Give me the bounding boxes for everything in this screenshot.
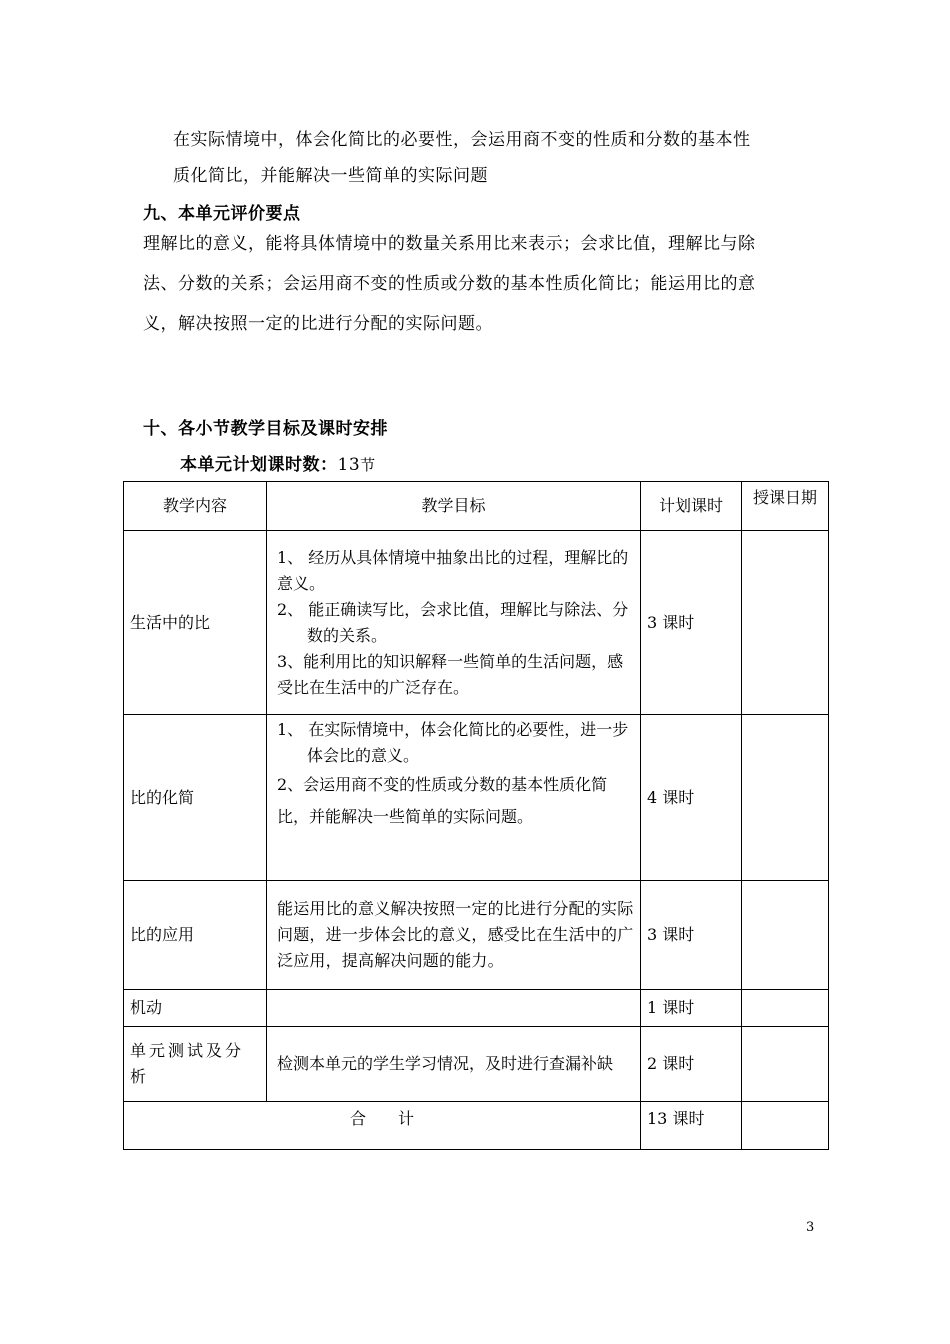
header-goals: 教学目标 [267, 482, 641, 531]
section-9-heading: 九、本单元评价要点 [143, 204, 301, 224]
row-content: 机动 [124, 990, 267, 1027]
goal-item: 1、 经历从具体情境中抽象出比的过程，理解比的 [277, 547, 629, 567]
row-content: 单元测试及分析 [124, 1027, 267, 1102]
row-goals: 能运用比的意义解决按照一定的比进行分配的实际问题，进一步体会比的意义，感受比在生活中的广泛应用，提高解决问题的能力。 [267, 881, 641, 990]
row-date [742, 990, 829, 1027]
row-date [742, 715, 829, 881]
plan-hours-line [180, 450, 376, 475]
section-9-line-1: 理解比的意义，能将具体情境中的数量关系用比来表示；会求比值，理解比与除 [143, 234, 756, 254]
row-goals [267, 990, 641, 1027]
table-total-row [124, 1102, 829, 1150]
total-hours: 13 课时 [641, 1102, 742, 1150]
intro-line-1: 在实际情境中，体会化简比的必要性，会运用商不变的性质和分数的基本性 [173, 130, 751, 150]
table-row [124, 715, 829, 881]
lesson-plan-table [123, 481, 829, 1150]
row-goals [267, 531, 641, 715]
plan-hours-value: 13 [337, 455, 361, 475]
row-content: 生活中的比 [124, 531, 267, 715]
table-row [124, 1027, 829, 1102]
goal-item: 2、会运用商不变的性质或分数的基本性质化简比，并能解决一些简单的实际问题。 [277, 775, 608, 826]
table-row [124, 881, 829, 990]
table-header-row [124, 482, 829, 531]
section-9-line-3: 义，解决按照一定的比进行分配的实际问题。 [143, 314, 493, 334]
row-date [742, 881, 829, 990]
page-number: 3 [806, 1220, 815, 1235]
plan-hours-label: 本单元计划课时数： [180, 455, 338, 475]
row-hours: 1 课时 [641, 990, 742, 1027]
row-hours: 4 课时 [641, 715, 742, 881]
header-content: 教学内容 [124, 482, 267, 531]
row-hours: 3 课时 [641, 881, 742, 990]
goal-item: 3、能利用比的知识解释一些简单的生活问题，感受比在生活中的广泛存在。 [277, 651, 624, 697]
row-hours: 2 课时 [641, 1027, 742, 1102]
total-date [742, 1102, 829, 1150]
table-row [124, 990, 829, 1027]
row-goals [267, 715, 641, 881]
total-label: 合 计 [124, 1102, 641, 1150]
header-teaching-date: 授课日期 [742, 482, 829, 531]
row-hours: 3 课时 [641, 531, 742, 715]
section-9-paragraph [143, 226, 823, 342]
table-row [124, 531, 829, 715]
goal-item: 意义。 [277, 573, 326, 593]
row-content: 比的应用 [124, 881, 267, 990]
goal-item: 2、 能正确读写比，会求比值，理解比与除法、分数的关系。 [277, 599, 629, 645]
intro-paragraph [143, 122, 823, 194]
section-9-line-2: 法、分数的关系；会运用商不变的性质或分数的基本性质化简比；能运用比的意 [143, 274, 756, 294]
row-date [742, 531, 829, 715]
header-planned-hours: 计划课时 [641, 482, 742, 531]
intro-line-2: 质化简比，并能解决一些简单的实际问题 [173, 166, 488, 186]
row-goals: 检测本单元的学生学习情况，及时进行查漏补缺 [267, 1027, 641, 1102]
plan-hours-unit: 节 [360, 456, 376, 474]
goal-item: 1、 在实际情境中，体会化简比的必要性，进一步体会比的意义。 [277, 720, 629, 765]
row-content: 比的化简 [124, 715, 267, 881]
row-date [742, 1027, 829, 1102]
section-10-heading: 十、各小节教学目标及课时安排 [143, 419, 388, 439]
